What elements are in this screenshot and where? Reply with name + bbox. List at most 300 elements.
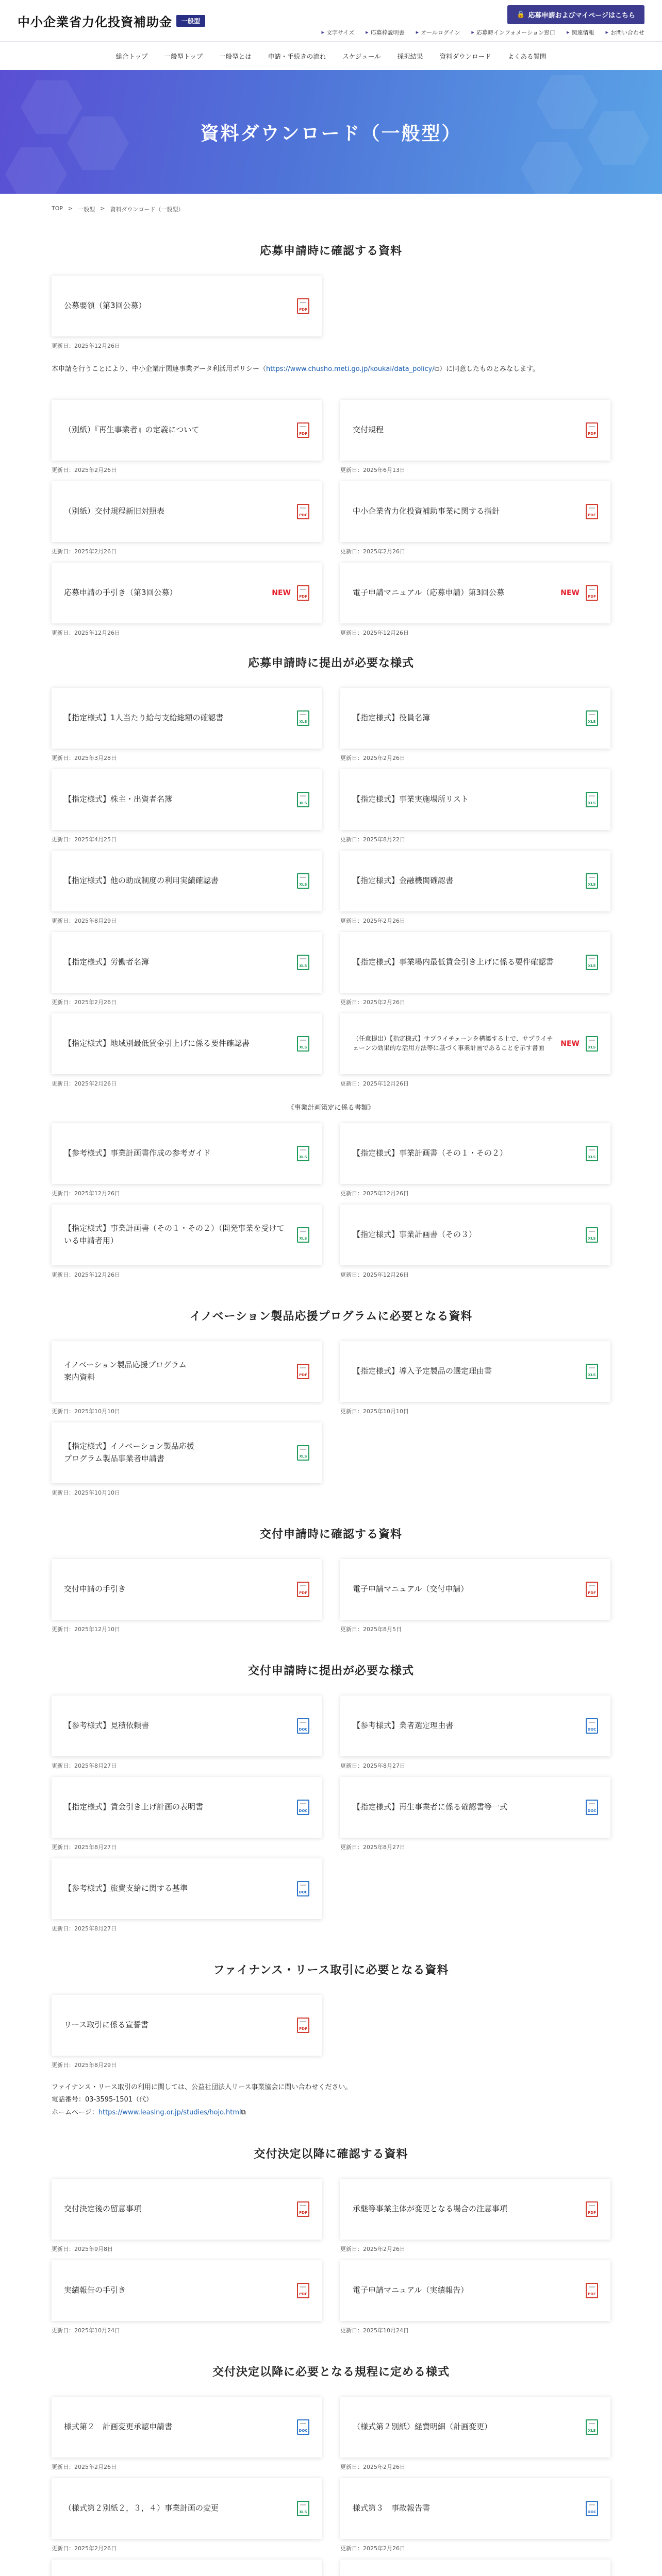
update-date: 更新日：2025年10月10日	[52, 1489, 120, 1496]
section-title: 交付申請時に確認する資料	[259, 1528, 402, 1541]
card-label: 様式第２ 計画変更承認申請書	[64, 2422, 173, 2432]
card-actions	[297, 1227, 309, 1243]
card-label: 【指定様式】地域別最低賃金引上げに係る要件確認書	[64, 1039, 250, 1048]
update-date: 更新日：2025年8月22日	[340, 836, 405, 843]
download-card[interactable]	[52, 1341, 322, 1402]
policy-note: 本申請を行うことにより、中小企業庁関連事業データ利活用ポリシー（https://www.chusho.meti.go.jp/koukai/data_policy/⧉）に同意したものとみなします。	[52, 365, 540, 373]
lease-link[interactable]: https://www.leasing.or.jp/studies/hojo.html	[98, 2109, 241, 2117]
pdf-file-icon: PDF	[586, 422, 598, 438]
card-actions	[297, 792, 309, 807]
card-actions	[272, 585, 309, 601]
mypage-button[interactable]: 🔒 応募申請およびマイページはこちら	[507, 5, 644, 24]
card-label: （別紙）交付規程新旧対照表	[64, 506, 165, 516]
xls-file-icon: XLS	[297, 792, 309, 807]
card-actions	[297, 2501, 309, 2516]
update-date: 更新日：2025年12月26日	[52, 343, 120, 349]
download-grid	[52, 400, 610, 637]
utility-link-label: お問い合わせ	[610, 29, 644, 36]
card-label: 【指定様式】金融機関確認書	[353, 876, 454, 886]
pdf-file-icon: PDF	[297, 2201, 309, 2217]
card-actions	[586, 955, 598, 970]
card-actions	[297, 2201, 309, 2217]
update-date: 更新日：2025年12月26日	[340, 1271, 409, 1278]
card-actions	[586, 1364, 598, 1379]
download-item	[340, 1777, 610, 1851]
download-grid	[52, 1341, 610, 1497]
download-item	[52, 1013, 322, 1088]
xls-file-icon: XLS	[297, 873, 309, 889]
update-date: 更新日：2025年8月27日	[52, 1762, 117, 1769]
download-card[interactable]	[340, 1013, 610, 1074]
breadcrumb-item: 資料ダウンロード（一般型）	[110, 206, 184, 213]
pdf-file-icon: PDF	[586, 504, 598, 519]
download-grid	[52, 1696, 610, 1933]
download-card[interactable]	[52, 2397, 322, 2458]
policy-link[interactable]: https://www.chusho.meti.go.jp/koukai/data_policy/	[266, 365, 435, 373]
type-badge: 一般型	[176, 15, 205, 27]
update-date: 更新日：2025年2月26日	[52, 1080, 117, 1087]
update-date: 更新日：2025年2月26日	[52, 548, 117, 555]
update-date: 更新日：2025年2月26日	[340, 2545, 405, 2552]
xls-file-icon: XLS	[297, 955, 309, 970]
pdf-file-icon: PDF	[297, 504, 309, 519]
card-label: 【参考様式】見積依頼書	[64, 1721, 150, 1731]
card-label: 交付申請の手引き	[64, 1584, 126, 1594]
card-actions	[586, 1800, 598, 1815]
download-card[interactable]	[340, 688, 610, 749]
xls-file-icon: XLS	[586, 1146, 598, 1161]
download-card[interactable]	[340, 1123, 610, 1184]
update-date: 更新日：2025年2月26日	[340, 2245, 405, 2252]
card-actions	[297, 1364, 309, 1379]
section-title: 応募申請時に確認する資料	[259, 245, 402, 258]
update-date: 更新日：2025年4月25日	[52, 836, 117, 843]
nav-item[interactable]: よくある質問	[507, 52, 547, 60]
card-label: 【指定様式】役員名簿	[353, 713, 431, 723]
lease-note: ファイナンス・リース取引の利用に関しては、公益社団法人リース事業協会に問い合わせください。 電話番号：03-3595-1501（代） ホームページ：https://www.leasing.or.jp/studies/hojo.html⧉	[52, 2083, 352, 2117]
download-item	[52, 851, 322, 925]
nav-item[interactable]: 一般型とは	[219, 52, 252, 60]
download-card[interactable]	[52, 400, 322, 461]
download-card[interactable]	[52, 1205, 322, 1265]
xls-file-icon: XLS	[586, 1364, 598, 1379]
nav-item[interactable]: 採択結果	[397, 52, 423, 60]
download-item	[340, 851, 610, 925]
card-actions	[297, 1881, 309, 1896]
xls-file-icon: XLS	[297, 1445, 309, 1461]
update-date: 更新日：2025年12月26日	[52, 629, 120, 636]
link-icon: ▸	[321, 29, 324, 36]
page-title: 資料ダウンロード（一般型）	[200, 123, 462, 144]
doc-file-icon: DOC	[586, 1800, 598, 1815]
download-item	[52, 2397, 322, 2471]
download-item	[340, 1341, 610, 1415]
download-item	[52, 563, 322, 637]
doc-file-icon: DOC	[297, 1718, 309, 1734]
download-item	[340, 2478, 610, 2552]
card-actions	[297, 1445, 309, 1461]
card-label: （様式第２別紙２，３，４）事業計画の変更	[64, 2503, 219, 2513]
card-actions	[586, 2283, 598, 2298]
sub-heading: 《事業計画策定に係る書類》	[287, 1104, 375, 1112]
download-item	[340, 1013, 610, 1088]
card-actions	[297, 504, 309, 519]
download-grid	[52, 688, 610, 1088]
nav-item[interactable]: 総合トップ	[115, 52, 148, 60]
new-badge: NEW	[272, 588, 291, 597]
xls-file-icon: XLS	[586, 873, 598, 889]
xls-file-icon: XLS	[586, 1227, 598, 1243]
card-label: 電子申請マニュアル（実績報告）	[353, 2285, 469, 2295]
download-card[interactable]	[340, 2560, 610, 2576]
download-grid	[52, 2397, 610, 2576]
download-item	[340, 2260, 610, 2334]
card-label: 中小企業省力化投資補助事業に関する指針	[353, 506, 500, 516]
pdf-file-icon: PDF	[297, 298, 309, 314]
download-card[interactable]	[52, 1013, 322, 1074]
card-label: 【指定様式】労働者名簿	[64, 957, 150, 967]
update-date: 更新日：2025年8月27日	[340, 1843, 405, 1851]
update-date: 更新日：2025年2月26日	[52, 2463, 117, 2470]
card-label: イノベーション製品応援プログラム 案内資料	[64, 1360, 187, 1382]
download-item	[52, 1205, 322, 1279]
breadcrumb-item[interactable]: TOP	[52, 205, 63, 212]
card-label: 【指定様式】事業場内最低賃金引き上げに係る要件確認書	[353, 957, 554, 967]
lock-icon: 🔒	[517, 10, 525, 19]
card-label: 【指定様式】事業計画書（その１・その２）（開発事業を受けている申請者用）	[64, 1224, 285, 1245]
new-badge: NEW	[560, 588, 580, 597]
download-item	[340, 769, 610, 843]
download-item	[340, 400, 610, 474]
card-label: 電子申請マニュアル（応募申請）第3回公募	[353, 588, 504, 598]
download-card[interactable]	[340, 1777, 610, 1838]
utility-link[interactable]	[471, 28, 555, 37]
xls-file-icon: XLS	[586, 955, 598, 970]
card-label: 交付決定後の留意事項	[64, 2204, 142, 2214]
update-date: 更新日：2025年8月27日	[52, 1925, 117, 1932]
external-link-icon: ⧉	[241, 2109, 246, 2117]
download-card[interactable]	[340, 563, 610, 623]
update-date: 更新日：2025年2月26日	[52, 2545, 117, 2552]
card-actions	[586, 504, 598, 519]
utility-link[interactable]	[366, 28, 405, 37]
card-actions	[586, 422, 598, 438]
card-label: 【指定様式】事業実施場所リスト	[353, 794, 469, 804]
download-item	[52, 1559, 322, 1633]
download-item	[340, 2560, 610, 2576]
pdf-file-icon: PDF	[586, 585, 598, 601]
update-date: 更新日：2025年10月10日	[52, 1408, 120, 1415]
download-item	[340, 1205, 610, 1279]
download-card[interactable]	[340, 2179, 610, 2240]
download-card[interactable]	[340, 2478, 610, 2539]
card-label: リース取引に係る宣誓書	[64, 2020, 149, 2030]
card-label: 【参考様式】旅費支給に関する基準	[64, 1884, 188, 1893]
download-grid	[52, 1559, 610, 1633]
download-card[interactable]	[52, 1123, 322, 1184]
download-card[interactable]	[52, 1696, 322, 1756]
section-title: ファイナンス・リース取引に必要となる資料	[213, 1963, 449, 1977]
section-title: 交付決定以降に必要となる規程に定める様式	[212, 2365, 450, 2379]
card-actions	[586, 2201, 598, 2217]
card-label: 【指定様式】イノベーション製品応援 プログラム製品事業者申請書	[64, 1442, 194, 1463]
doc-file-icon: DOC	[297, 2419, 309, 2435]
new-badge: NEW	[560, 1039, 580, 1048]
card-actions	[297, 1146, 309, 1161]
download-grid	[52, 1123, 610, 1279]
update-date: 更新日：2025年3月28日	[52, 754, 117, 761]
download-item	[52, 2179, 322, 2253]
download-item	[340, 2397, 610, 2471]
card-label: 【参考様式】業者選定理由書	[353, 1721, 454, 1731]
link-icon: ▸	[416, 29, 419, 36]
site-logo[interactable]	[18, 12, 205, 30]
update-date: 更新日：2025年12月26日	[52, 1271, 120, 1278]
card-label: 【指定様式】他の助成制度の利用実績確認書	[64, 876, 219, 886]
card-label: 【指定様式】導入予定製品の選定理由書	[353, 1366, 492, 1376]
pdf-file-icon: PDF	[297, 585, 309, 601]
section-title: 交付決定以降に確認する資料	[254, 2147, 408, 2161]
section-title: イノベーション製品応援プログラムに必要となる資料	[189, 1310, 473, 1323]
download-card[interactable]	[340, 1559, 610, 1620]
xls-file-icon: XLS	[586, 2419, 598, 2435]
pdf-file-icon: PDF	[586, 1582, 598, 1597]
download-item	[52, 1123, 322, 1197]
external-link-icon: ⧉	[434, 365, 440, 373]
download-card[interactable]	[52, 1559, 322, 1620]
card-label: 【指定様式】再生事業者に係る確認書等一式	[353, 1802, 508, 1812]
card-label: 【指定様式】1人当たり給与支給総額の確認書	[64, 713, 224, 723]
download-item	[52, 1995, 322, 2069]
update-date: 更新日：2025年2月26日	[340, 998, 405, 1006]
update-date: 更新日：2025年2月26日	[340, 548, 405, 555]
card-label: 交付規程	[353, 425, 384, 435]
card-actions	[297, 873, 309, 889]
update-date: 更新日：2025年2月26日	[340, 2463, 405, 2470]
update-date: 更新日：2025年12月10日	[52, 1625, 120, 1633]
card-actions	[586, 1146, 598, 1161]
download-card[interactable]	[52, 2560, 322, 2576]
update-date: 更新日：2025年8月5日	[340, 1625, 402, 1633]
xls-file-icon: XLS	[297, 1146, 309, 1161]
utility-link-label: 文字サイズ	[326, 29, 355, 36]
pdf-file-icon: PDF	[297, 1582, 309, 1597]
download-item	[52, 400, 322, 474]
download-card[interactable]	[52, 2260, 322, 2321]
card-actions	[560, 1036, 598, 1052]
card-actions	[586, 1718, 598, 1734]
download-card[interactable]	[52, 2478, 322, 2539]
card-actions	[586, 873, 598, 889]
download-grid	[52, 2179, 610, 2334]
download-item	[52, 932, 322, 1006]
nav-item[interactable]: 一般型トップ	[164, 52, 203, 60]
utility-link[interactable]	[321, 28, 354, 37]
download-item	[340, 481, 610, 555]
card-actions	[586, 2501, 598, 2516]
breadcrumb-separator: >	[68, 205, 73, 212]
link-icon: ▸	[605, 29, 608, 36]
nav-item[interactable]: 申請・手続きの流れ	[268, 52, 326, 60]
card-actions	[297, 1718, 309, 1734]
download-item	[52, 1777, 322, 1851]
card-label: 【指定様式】株主・出資者名簿	[64, 794, 173, 804]
download-card[interactable]	[340, 2397, 610, 2458]
link-icon: ▸	[366, 29, 369, 36]
card-actions	[586, 1227, 598, 1243]
download-item	[340, 1696, 610, 1770]
card-label: 様式第３ 事故報告書	[353, 2503, 431, 2513]
update-date: 更新日：2025年10月24日	[340, 2327, 409, 2334]
card-actions	[297, 1800, 309, 1815]
download-card[interactable]	[52, 1777, 322, 1838]
utility-link[interactable]	[416, 28, 460, 37]
download-item	[52, 2478, 322, 2552]
update-date: 更新日：2025年2月26日	[52, 998, 117, 1006]
download-item	[52, 1341, 322, 1415]
card-actions	[586, 792, 598, 807]
utility-links	[321, 28, 644, 37]
download-card[interactable]	[340, 851, 610, 911]
doc-file-icon: DOC	[297, 1800, 309, 1815]
download-item	[52, 2560, 322, 2576]
card-label: （任意提出）【指定様式】サプライチェーンを構築する上で、サプライチェーンの効果的な活用方法等に基づく事業計画であることを示す書面	[353, 1035, 553, 1052]
download-card[interactable]	[52, 769, 322, 830]
utility-link-label: 応募時インフォメーション窓口	[476, 29, 555, 36]
download-card[interactable]	[52, 688, 322, 749]
download-card[interactable]	[340, 1205, 610, 1265]
update-date: 更新日：2025年8月29日	[52, 917, 117, 924]
card-label: 【指定様式】事業計画書（その１・その２）	[353, 1148, 508, 1158]
update-date: 更新日：2025年2月26日	[340, 754, 405, 761]
download-item	[340, 2179, 610, 2253]
card-actions	[297, 1582, 309, 1597]
utility-link[interactable]	[567, 28, 594, 37]
download-card[interactable]	[52, 1422, 322, 1483]
download-card[interactable]	[52, 932, 322, 993]
download-card[interactable]	[340, 400, 610, 461]
download-item	[52, 1422, 322, 1497]
link-icon: ▸	[566, 29, 570, 36]
card-label: 応募申請の手引き（第3回公募）	[64, 588, 177, 598]
download-card[interactable]	[340, 481, 610, 542]
update-date: 更新日：2025年10月24日	[52, 2327, 120, 2334]
update-date: 更新日：2025年12月26日	[340, 1190, 409, 1197]
download-card[interactable]	[340, 2260, 610, 2321]
card-label: 【指定様式】賃金引き上げ計画の表明書	[64, 1802, 204, 1812]
update-date: 更新日：2025年2月26日	[52, 466, 117, 473]
download-card[interactable]	[52, 1995, 322, 2056]
card-actions	[297, 2419, 309, 2435]
utility-link[interactable]	[605, 28, 644, 37]
card-label: 電子申請マニュアル（交付申請）	[353, 1584, 469, 1594]
xls-file-icon: XLS	[297, 2501, 309, 2516]
download-item	[52, 276, 322, 350]
update-date: 更新日：2025年8月29日	[52, 2061, 117, 2069]
download-item	[340, 932, 610, 1006]
card-label: （別紙）『再生事業者』の定義について	[64, 425, 200, 435]
card-actions	[297, 422, 309, 438]
main-content	[52, 242, 610, 2576]
download-card[interactable]	[52, 276, 322, 336]
card-actions	[297, 710, 309, 726]
xls-file-icon: XLS	[297, 1227, 309, 1243]
xls-file-icon: XLS	[297, 1036, 309, 1052]
card-actions	[297, 1036, 309, 1052]
card-label: （様式第２別紙）経費明細（計画変更）	[353, 2422, 492, 2432]
utility-link-label: 関連情報	[571, 29, 594, 36]
nav-item[interactable]: スケジュール	[342, 52, 381, 60]
site-title[interactable]: 中小企業省力化投資補助金	[18, 14, 172, 29]
download-card[interactable]	[340, 932, 610, 993]
download-item	[52, 481, 322, 555]
card-label: 公募要領（第3回公募）	[64, 301, 146, 311]
site-header	[0, 0, 662, 70]
card-label: 【参考様式】事業計画書作成の参考ガイド	[64, 1148, 211, 1158]
download-card[interactable]	[52, 563, 322, 623]
pdf-file-icon: PDF	[297, 2283, 309, 2298]
nav-item[interactable]: 資料ダウンロード	[439, 52, 491, 60]
utility-link-label: 応募枠説明書	[370, 29, 405, 36]
breadcrumb-item[interactable]: 一般型	[78, 206, 95, 213]
download-item	[340, 1559, 610, 1633]
card-actions	[586, 1582, 598, 1597]
download-card[interactable]	[52, 481, 322, 542]
download-item	[340, 688, 610, 762]
download-card[interactable]	[340, 1341, 610, 1402]
download-card[interactable]	[52, 2179, 322, 2240]
card-actions	[297, 955, 309, 970]
download-item	[52, 769, 322, 843]
update-date: 更新日：2025年12月26日	[52, 1190, 120, 1197]
update-date: 更新日：2025年6月13日	[340, 466, 405, 473]
download-item	[52, 688, 322, 762]
doc-file-icon: DOC	[586, 1718, 598, 1734]
card-actions	[297, 2283, 309, 2298]
pdf-file-icon: PDF	[586, 2283, 598, 2298]
card-label: 承継等事業主体が変更となる場合の注意事項	[353, 2204, 508, 2214]
update-date: 更新日：2025年12月26日	[340, 1080, 409, 1087]
update-date: 更新日：2025年8月27日	[52, 1843, 117, 1851]
section-title: 応募申請時に提出が必要な様式	[247, 656, 414, 670]
doc-file-icon: DOC	[586, 2501, 598, 2516]
update-date: 更新日：2025年10月10日	[340, 1408, 409, 1415]
xls-file-icon: XLS	[586, 1036, 598, 1052]
doc-file-icon: DOC	[297, 1881, 309, 1896]
download-item	[340, 1123, 610, 1197]
download-card[interactable]	[340, 1696, 610, 1756]
download-item	[52, 2260, 322, 2334]
pdf-file-icon: PDF	[297, 422, 309, 438]
download-card[interactable]	[52, 851, 322, 911]
update-date: 更新日：2025年12月26日	[340, 629, 409, 636]
breadcrumb	[0, 194, 662, 225]
download-card[interactable]	[340, 769, 610, 830]
update-date: 更新日：2025年2月26日	[340, 917, 405, 924]
pdf-file-icon: PDF	[297, 1364, 309, 1379]
hero-banner	[0, 70, 662, 194]
xls-file-icon: XLS	[297, 710, 309, 726]
card-actions	[586, 710, 598, 726]
download-card[interactable]	[52, 1858, 322, 1919]
update-date: 更新日：2025年8月27日	[340, 1762, 405, 1769]
global-nav	[0, 41, 662, 70]
download-item	[340, 563, 610, 637]
card-label: 【指定様式】事業計画書（その３）	[353, 1230, 477, 1240]
breadcrumb-separator: >	[100, 205, 105, 212]
pdf-file-icon: PDF	[586, 2201, 598, 2217]
card-label: 実績報告の手引き	[64, 2285, 126, 2295]
